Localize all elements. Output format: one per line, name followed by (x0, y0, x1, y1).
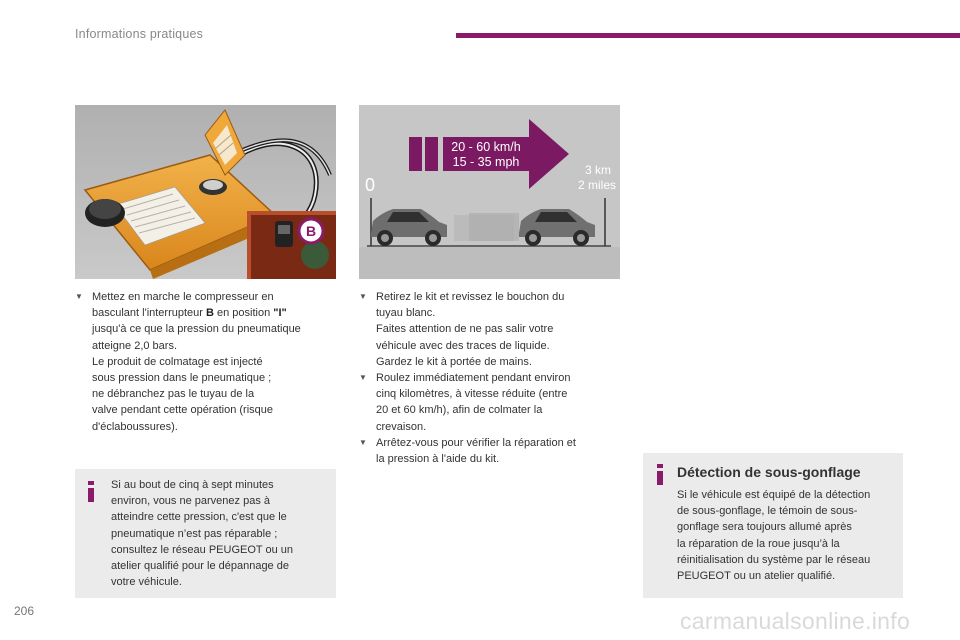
text-line: cinq kilomètres, à vitesse réduite (entre (376, 388, 568, 401)
speed-mph-label: 15 - 35 mph (452, 155, 520, 169)
bullet-triangle-icon: ▼ (359, 373, 367, 382)
start-distance-label: 0 (365, 175, 376, 195)
info-icon (656, 464, 664, 486)
text-line: atteigne 2,0 bars. (92, 339, 178, 352)
text-line: d'éclaboussures). (92, 420, 178, 433)
text-line: jusqu'à ce que la pression du pneumatique (92, 323, 301, 336)
text-line: tuyau blanc. (376, 307, 436, 320)
step-start-compressor-text (92, 289, 301, 435)
step-remove-kit-text (376, 289, 564, 370)
step-check-repair-text (376, 435, 576, 467)
distance-km-label: 3 km (585, 163, 612, 177)
info-heading: Détection de sous-gonflage (677, 464, 861, 480)
info-box-underinflation-detection (643, 453, 903, 598)
watermark: carmanualsonline.info (680, 608, 911, 634)
text-line: véhicule avec des traces de liquide. (376, 339, 550, 352)
page-number: 206 (14, 604, 35, 618)
step-drive (359, 370, 629, 436)
text-line: Retirez le kit et revissez le bouchon du (376, 291, 565, 303)
step-check-repair (359, 435, 629, 469)
text-line: ne débranchez pas le tuyau de la (92, 388, 255, 401)
info-text: Si au bout de cinq à sept minutes environ, vous ne parvenez pas à atteindre cette pression, c'est que le pneumatique n’est pas réparable ; consultez le réseau PEUGEOT ou un atelier qualifié pour le dépannage de votre véhicule. (111, 479, 294, 589)
info-text: Si le véhicule est équipé de la détection de sous-gonflage, le témoin de sous- gonflage sera toujours allumé après la réparation de la roue jusqu’à la réinitialisation du système par le réseau PEUGEOT ou un atelier qualifié. (677, 489, 871, 583)
text-line: Arrêtez-vous pour vérifier la réparation et (376, 437, 576, 449)
text-line: 20 et 60 km/h), afin de colmater la (376, 404, 543, 417)
info-box-pressure-warning (75, 469, 336, 598)
compressor-drawing (75, 105, 336, 279)
text-line: crevaison. (376, 420, 427, 433)
bullet-triangle-icon: ▼ (75, 292, 83, 301)
switch-callout-letter: B (305, 223, 317, 239)
page-section-title: Informations pratiques (75, 27, 204, 41)
step-drive-text (376, 370, 570, 435)
speed-kmh-label: 20 - 60 km/h (451, 140, 521, 154)
distance-miles-label: 2 miles (578, 178, 617, 192)
text-line: valve pendant cette opération (risque (92, 404, 274, 417)
text-line: sous pression dans le pneumatique ; (92, 372, 272, 385)
header-accent-bar (456, 33, 960, 38)
text-line: la pression à l'aide du kit. (376, 453, 500, 466)
info-icon (87, 481, 95, 503)
text-line: Gardez le kit à portée de mains. (376, 355, 532, 368)
compressor-illustration (75, 105, 336, 279)
bullet-triangle-icon: ▼ (359, 438, 367, 447)
text-line: Le produit de colmatage est injecté (92, 355, 263, 368)
step-remove-kit (359, 289, 629, 371)
road-speed-illustration (359, 105, 620, 279)
text-line: Mettez en marche le compresseur en (92, 291, 274, 303)
bullet-triangle-icon: ▼ (359, 292, 367, 301)
text-line: basculant l'interrupteur B en position "I" (92, 307, 287, 320)
road-drawing (359, 105, 620, 279)
step-start-compressor (75, 289, 345, 439)
text-line: Faites attention de ne pas salir votre (376, 323, 554, 336)
text-line: Roulez immédiatement pendant environ (376, 372, 571, 384)
